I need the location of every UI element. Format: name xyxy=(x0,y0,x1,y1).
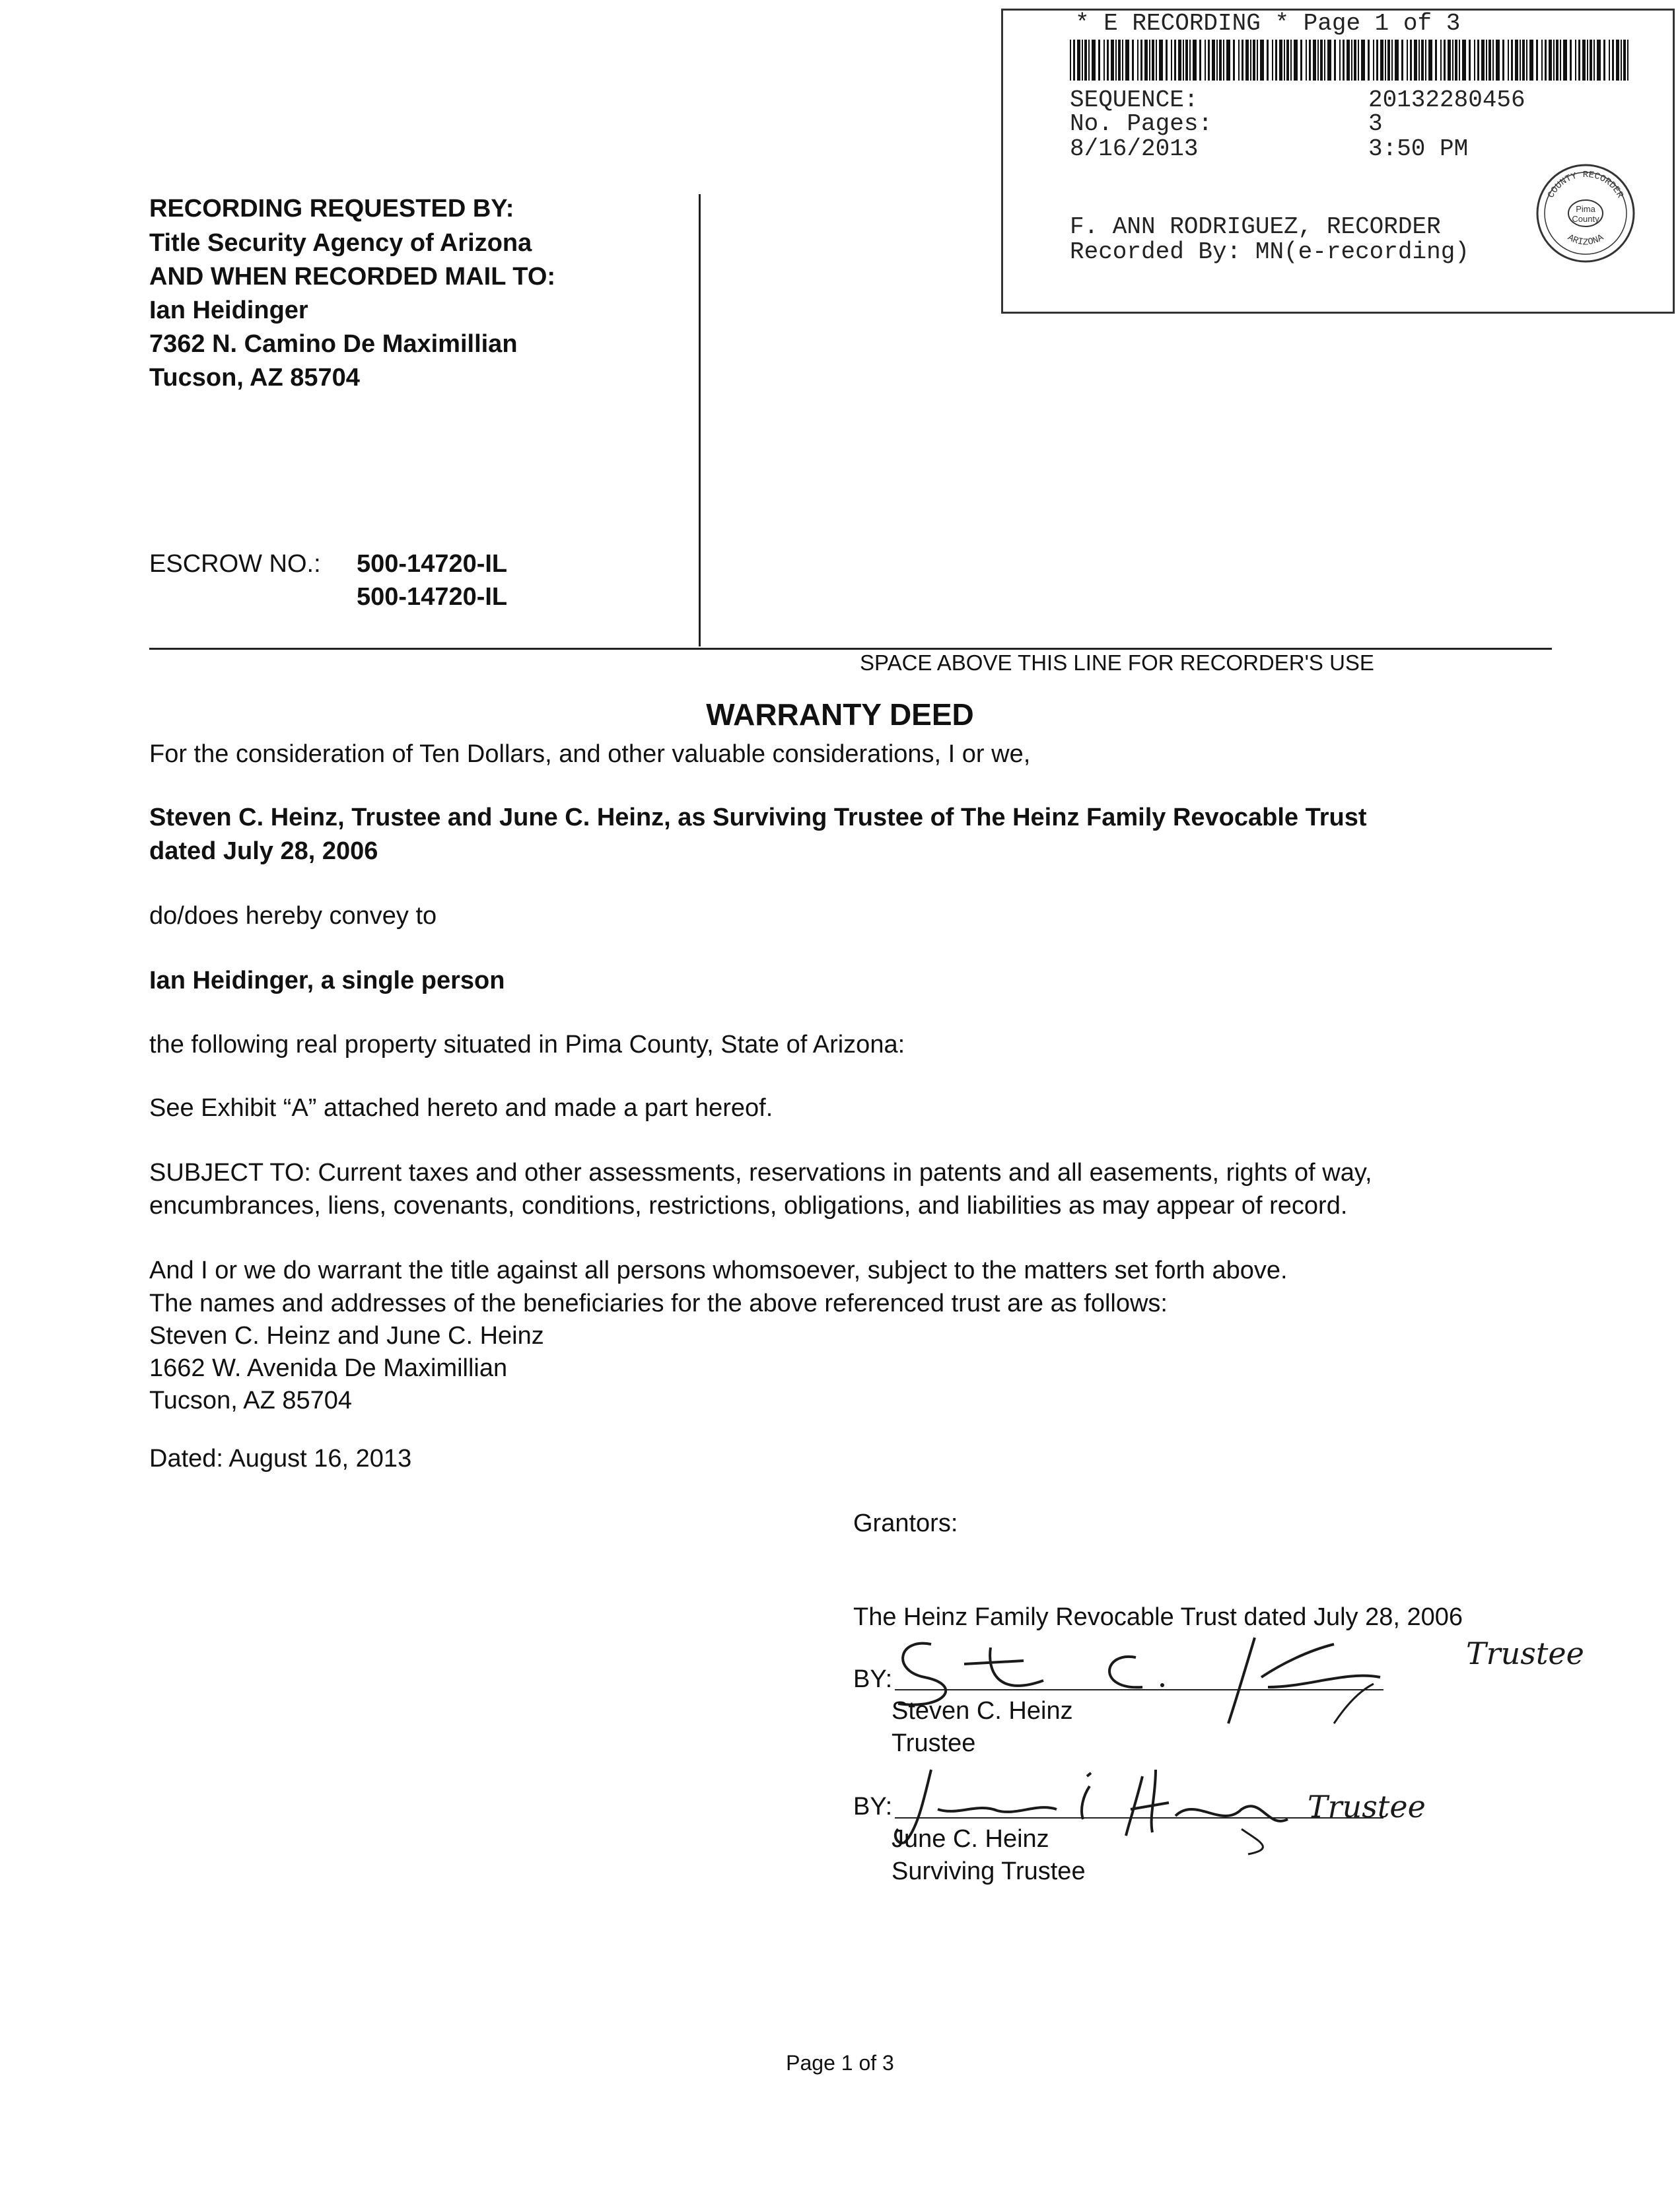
deed-title: WARRANTY DEED xyxy=(706,697,974,732)
pages-label: No. Pages: xyxy=(1070,110,1213,137)
seal-bottom-text: ARIZONA xyxy=(1565,232,1606,248)
barcode xyxy=(1070,40,1631,81)
by-label-2: BY: xyxy=(853,1793,893,1821)
mail-to-heading: AND WHEN RECORDED MAIL TO: xyxy=(149,263,556,291)
grantors-label: Grantors: xyxy=(853,1510,958,1537)
sequence-value: 20132280456 xyxy=(1368,87,1525,114)
trust-name: The Heinz Family Revocable Trust dated July 28, 2006 xyxy=(853,1603,1463,1631)
seal-top-text: COUNTY RECORDER xyxy=(1546,170,1625,200)
beneficiary-street: 1662 W. Avenida De Maximillian xyxy=(149,1354,508,1382)
recorder-space-note: SPACE ABOVE THIS LINE FOR RECORDER'S USE xyxy=(860,650,1374,675)
mail-to-name: Ian Heidinger xyxy=(149,296,308,324)
signer-1-title: Trustee xyxy=(892,1729,976,1757)
svg-text:Trustee: Trustee xyxy=(1466,1636,1584,1671)
escrow-label: ESCROW NO.: xyxy=(149,550,321,578)
requested-by-heading: RECORDING REQUESTED BY: xyxy=(149,195,514,223)
warrant-line-1: And I or we do warrant the title against all persons whomsoever, subject to the matters set forth above. xyxy=(149,1257,1288,1284)
record-date: 8/16/2013 xyxy=(1070,135,1199,162)
recording-header: * E RECORDING * Page 1 of 3 xyxy=(1075,10,1461,37)
seal-center-2: County xyxy=(1572,214,1599,224)
county-recorder-seal xyxy=(1535,162,1636,264)
convey-text: do/does hereby convey to xyxy=(149,902,437,930)
header-divider-vertical xyxy=(699,194,701,646)
pages-value: 3 xyxy=(1368,110,1383,137)
mail-to-city: Tucson, AZ 85704 xyxy=(149,364,360,392)
dated-text: Dated: August 16, 2013 xyxy=(149,1445,412,1473)
svg-text:Trustee: Trustee xyxy=(1308,1789,1426,1824)
escrow-value-2: 500-14720-IL xyxy=(357,583,508,611)
property-text: the following real property situated in Pima County, State of Arizona: xyxy=(149,1031,905,1059)
record-time: 3:50 PM xyxy=(1368,135,1469,162)
grantor-line-2: dated July 28, 2006 xyxy=(149,837,378,865)
warrant-line-2: The names and addresses of the beneficiaries for the above referenced trust are as follows: xyxy=(149,1290,1168,1317)
grantee-text: Ian Heidinger, a single person xyxy=(149,967,505,994)
signer-2-title: Surviving Trustee xyxy=(892,1857,1086,1885)
beneficiary-city: Tucson, AZ 85704 xyxy=(149,1387,353,1414)
recorded-by: Recorded By: MN(e-recording) xyxy=(1070,238,1469,265)
recorder-name: F. ANN RODRIGUEZ, RECORDER xyxy=(1070,213,1441,240)
escrow-value-1: 500-14720-IL xyxy=(357,550,508,578)
seal-center-1: Pima xyxy=(1576,204,1595,214)
page-number: Page 1 of 3 xyxy=(786,2051,894,2075)
mail-to-street: 7362 N. Camino De Maximillian xyxy=(149,330,518,358)
exhibit-text: See Exhibit “A” attached hereto and made a part hereof. xyxy=(149,1094,773,1122)
signer-1-name: Steven C. Heinz xyxy=(892,1697,1073,1725)
consideration-text: For the consideration of Ten Dollars, and other valuable considerations, I or we, xyxy=(149,740,1031,768)
subject-to-line-1: SUBJECT TO: Current taxes and other assessments, reservations in patents and all easements, rights of way, xyxy=(149,1159,1372,1187)
by-label-1: BY: xyxy=(853,1665,893,1693)
subject-to-line-2: encumbrances, liens, covenants, conditions, restrictions, obligations, and liabilities as may appear of record. xyxy=(149,1192,1348,1220)
requested-by-company: Title Security Agency of Arizona xyxy=(149,229,532,257)
grantor-line-1: Steven C. Heinz, Trustee and June C. Heinz, as Surviving Trustee of The Heinz Family Revocable Trust xyxy=(149,804,1367,831)
beneficiary-names: Steven C. Heinz and June C. Heinz xyxy=(149,1322,544,1350)
signer-2-name: June C. Heinz xyxy=(892,1825,1049,1853)
sequence-label: SEQUENCE: xyxy=(1070,87,1199,114)
